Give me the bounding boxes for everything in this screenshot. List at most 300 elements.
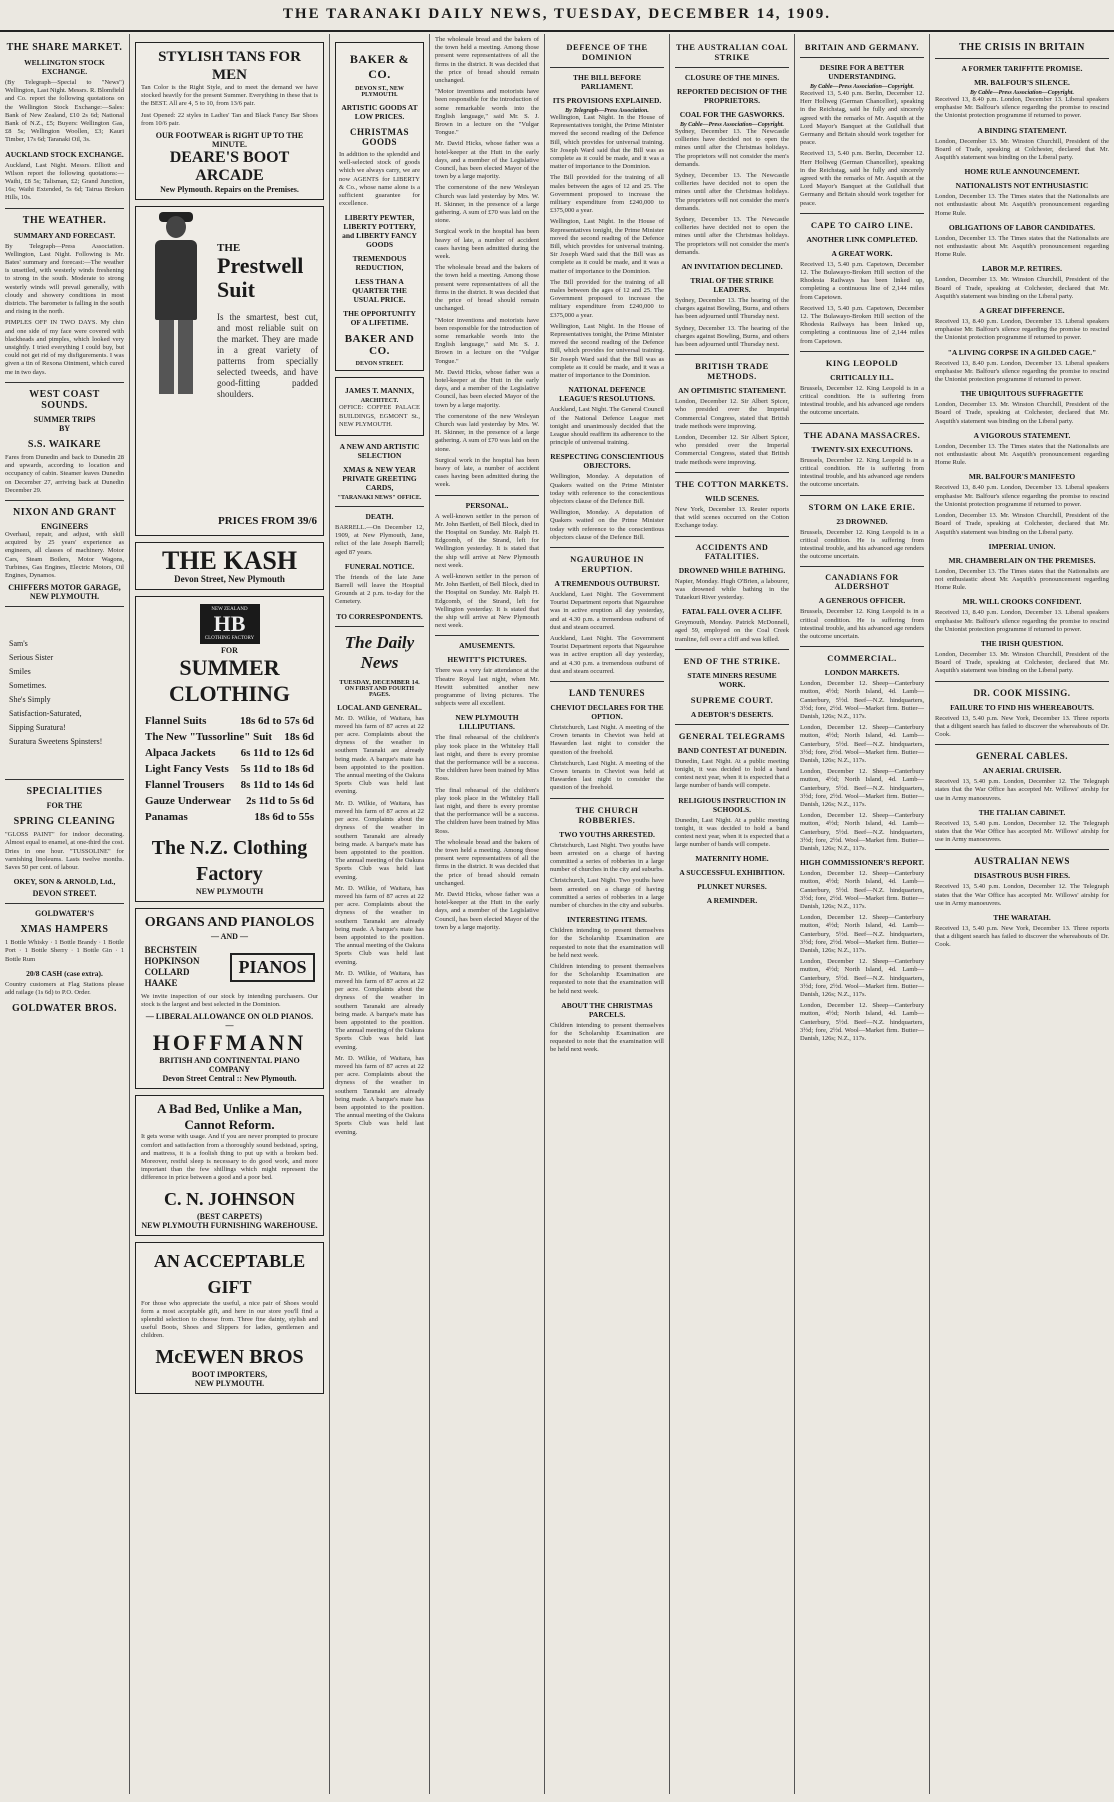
column-8 bbox=[930, 34, 1114, 1794]
hoffmann-heading: HOFFMANN bbox=[152, 1030, 307, 1056]
band-text: Dunedin, Last Night. At a public meeting tonight, it was decided to hold a band contest next year, when it is expected that a large number of bands will compete. bbox=[675, 757, 789, 790]
local-text: Mr. D. Wilkie, of Waitara, has moved his farm of 87 acres at 22 per acre. Complaints about the dryness of the weather in southern Taranaki are already being made. A barque's mate has been appointed to the position. The annual meeting of the Oakura Sports Club was held last evening. bbox=[335, 884, 424, 966]
okey-heading: OKEY, SON & ARNOLD, Ltd., bbox=[13, 877, 116, 887]
drowned-heading: DROWNED WHILE BATHING. bbox=[678, 565, 786, 575]
nz-factory-heading: The N.Z. Clothing Factory bbox=[151, 837, 308, 886]
ngauruhoe-heading: NGAURUHOE IN ERUPTION. bbox=[570, 553, 644, 574]
debtor-heading: A DEBTOR'S DESERTS. bbox=[690, 709, 774, 719]
trial-heading: TRIAL OF THE STRIKE LEADERS. bbox=[690, 276, 774, 295]
sam-line: Serious Sister bbox=[9, 653, 54, 663]
britain-sub: DESIRE FOR A BETTER UNDERSTANDING. bbox=[819, 63, 905, 81]
crisis-text: Received 13, 8.40 p.m. London, December 13. Liberal speakers emphasise Mr. Balfour's silence regarding the promise to rescind the Unionist protection programme if returned to power. bbox=[935, 318, 1109, 342]
johnson-heading: C. N. JOHNSON bbox=[163, 1188, 295, 1209]
suffragette-heading: THE UBIQUITOUS SUFFRAGETTE bbox=[960, 389, 1084, 399]
supreme-heading: SUPREME COURT. bbox=[690, 694, 774, 705]
sam-line: Satisfaction-Saturated, bbox=[9, 709, 82, 719]
hewitt-text: There was a very fair attendance at the Theatre Royal last night, when Mr. Hewitt submitted another new programme of living pictures. The subjects were all excellent. bbox=[435, 667, 539, 708]
weather-heading: THE WEATHER. bbox=[22, 214, 107, 226]
spring-text: "GLOSS PAINT" for indoor decorating. Almost equal to enamel, at one-third the cost. Dries in one hour. "TUSSOLINE" for varnishing linoleums. Lasts twelve months. Saves 50 per cent. of labour. bbox=[5, 831, 124, 871]
band-heading: BAND CONTEST AT DUNEDIN. bbox=[677, 745, 787, 755]
byline: By Cable—Press Association—Copyright. bbox=[810, 84, 914, 90]
death-text: BARRELL.—On December 12, 1909, at New Plymouth, Jane, relict of the late Joseph Barrell; aged 87 years. bbox=[335, 524, 424, 556]
british-text: London, December 12. Sir Albert Spicer, who presided over the Imperial Commercial Congress, stated that British trade methods were improving. bbox=[675, 434, 789, 466]
living-corpse-heading: "A LIVING CORPSE IN A GILDED CAGE." bbox=[947, 347, 1097, 357]
hb-clothing-ad bbox=[135, 596, 324, 902]
church-sub: TWO YOUTHS ARRESTED. bbox=[559, 829, 655, 839]
critically-heading: CRITICALLY ILL. bbox=[830, 372, 894, 382]
sam-line: Sometimes. bbox=[9, 681, 47, 691]
article-text: "Motor inventions and motorists have been responsible for the introduction of some remarkable words into the English language," said Mr. S. J. Brown in a lecture on the "Vulgar Tongue." bbox=[435, 316, 539, 365]
general-cables-heading: GENERAL CABLES. bbox=[975, 751, 1069, 762]
opportunity-heading: THE OPPORTUNITY OF A LIFETIME. bbox=[343, 309, 416, 328]
aerial-text: Received 13, 5.40 p.m. London, December 12. The Telegraph states that the War Office has accepted Mr. Willows' airship for use in Army manoeuvres. bbox=[935, 883, 1109, 907]
aerial-heading: AN AERIAL CRUISER. bbox=[982, 766, 1062, 776]
artistic-heading: ARTISTIC GOODS AT LOW PRICES. bbox=[341, 103, 418, 121]
amusements-heading: AMUSEMENTS. bbox=[459, 641, 515, 651]
binding-text: London, December 13. Mr. Winston Churchill, President of the Board of Trade, speaking at Colchester, declared that Mr. Asquith's statement was binding on the Liberal party. bbox=[935, 276, 1109, 300]
gift-ad bbox=[135, 1242, 324, 1394]
bed-text: It gets worse with usage. And if you are never prompted to procure comfort and satisfaction from a thoroughly sound bedstead, spring, and mattress, it is a foolish thing to put up with a broken bed. Moreover, restful sleep is necessary to do good work, and more important than the few shillings which might represent the difference in price between a good and a poor bed. bbox=[141, 1133, 318, 1182]
piano-brands: BECHSTEIN HOPKINSON COLLARD HAAKE bbox=[144, 945, 200, 989]
vigorous-heading: A VIGOROUS STATEMENT. bbox=[973, 430, 1071, 440]
cape-heading: CAPE TO CAIRO LINE. bbox=[810, 219, 914, 230]
sam-line: She's Simply bbox=[9, 695, 51, 705]
price-row: Flannel Suits 18s 6d to 57s 6d bbox=[145, 715, 314, 728]
sam-line: Smiles bbox=[9, 667, 31, 677]
binding-heading: A BINDING STATEMENT. bbox=[977, 125, 1067, 135]
daily-news-date: TUESDAY, DECEMBER 14. bbox=[339, 678, 420, 686]
church-heading: THE CHURCH ROBBERIES. bbox=[575, 804, 639, 825]
cards-text: XMAS & NEW YEAR PRIVATE GREETING CARDS, bbox=[342, 465, 417, 493]
daily-news-title: The Daily News bbox=[344, 632, 415, 672]
by-label: BY bbox=[58, 423, 71, 433]
state-mines-heading: STATE MINERS RESUME WORK. bbox=[687, 670, 777, 689]
irish-heading: THE IRISH QUESTION. bbox=[980, 638, 1064, 648]
local-text: Mr. D. Wilkie, of Waitara, has moved his farm of 87 acres at 22 per acre. Complaints about the dryness of the weather in southern Taranaki are already being made. A barque's mate has been appointed to the position. The annual meeting of the Oakura Sports Club was held last evening. bbox=[335, 969, 424, 1051]
west-coast-heading: WEST COAST SOUNDS. bbox=[29, 388, 100, 411]
fatal-text: Greymouth, Monday. Patrick McDonnell, aged 59, employed on the Coal Creek tramline, fell over a cliff and was killed. bbox=[675, 619, 789, 643]
article-text: "Motor inventions and motorists have been responsible for the introduction of some remarkable words into the English language," said Mr. S. J. Brown in a lecture on the "Vulgar Tongue." bbox=[435, 88, 539, 137]
bush-fires-heading: DISASTROUS BUSH FIRES. bbox=[973, 871, 1071, 881]
cotton-heading: THE COTTON MARKETS. bbox=[675, 478, 789, 489]
xmas-goods-heading: CHRISTMAS GOODS bbox=[349, 127, 409, 147]
reminder-heading: A REMINDER. bbox=[706, 896, 758, 906]
tans-title: STYLISH TANS FOR MEN bbox=[158, 49, 301, 83]
markets-text: London, December 12. Sheep—Canterbury mutton, 4½d; North Island, 4d. Lamb—Canterbury, 5½d. Beef—N.Z. hindquarters, 3½d; fore, 2½d. Wool—Market firm. Butter—Danish, 126s; N.Z., 117s. bbox=[800, 812, 924, 852]
executions-heading: TWENTY-SIX EXECUTIONS. bbox=[811, 444, 913, 454]
home-text: London, December 13. The Times states that the Nationalists are not enthusiastic about Mr. Asquith's pronouncement regarding Home Rule. bbox=[935, 567, 1109, 592]
pianos-heading: PIANOS bbox=[230, 953, 314, 982]
funeral-heading: FUNERAL NOTICE. bbox=[344, 561, 415, 571]
cook-sub: FAILURE TO FIND HIS WHEREABOUTS. bbox=[950, 702, 1094, 712]
architect-label: ARCHITECT. bbox=[360, 398, 399, 405]
cape-text: Received 13, 5.40 p.m. Capetown, December 12. The Bulawayo-Broken Hill section of the Rhodesia Railways has been linked up, completing a continuous line of 2,144 miles from Capetown. bbox=[800, 304, 924, 345]
home-text: London, December 13. The Times states that the Nationalists are not enthusiastic about Mr. Asquith's pronouncement regarding Home Rule. bbox=[935, 193, 1109, 217]
column-6 bbox=[670, 34, 795, 1794]
church-text: Christchurch, Last Night. Two youths have been arrested on a charge of having committed a series of robberies in a large number of churches in the city and suburbs. bbox=[550, 841, 664, 874]
home-text: London, December 13. The Times states that the Nationalists are not enthusiastic about Mr. Asquith's pronouncement regarding Home Rule. bbox=[935, 234, 1109, 259]
personal-text: A well-known settler in the person of Mr. John Bartlett, of Bell Block, died in the Hospital on Sunday. Mr. Ralph H. Edgcomb, of the Strand, left for Wellington yesterday. It is stated that the ship will arrive at New Plymouth next week. bbox=[435, 572, 539, 630]
adana-heading: THE ADANA MASSACRES. bbox=[803, 429, 921, 440]
mannix-heading: JAMES T. MANNIX, bbox=[345, 386, 414, 396]
price-list bbox=[141, 713, 318, 825]
king-text: Brussels, December 12. King Leopold is in a critical condition. He is suffering from intestinal trouble, and his advanced age renders the outcome uncertain. bbox=[800, 608, 924, 640]
nixon-text: Overhaul, repair, and adjust, with skill acquired by 25 years' experience as engineers, all classes of machinery. Motor Cars, Steam Boilers, Motor Wagons, Turbines, Gas Engines, Electric Motors, Oil Engines, Dynamos. bbox=[5, 530, 124, 579]
article-text: The cornerstone of the new Wesleyan Church was laid yesterday by Mrs. W. H. Skinner, in the presence of a large gathering. A sum of £70 was laid on the stone. bbox=[435, 184, 539, 225]
coal-text: Sydney, December 13. The Newcastle collieries have decided not to open the mines until after the Christmas holidays. The proprietors will not consider the men's demands. bbox=[675, 128, 789, 168]
hoffmann-address: Devon Street Central :: New Plymouth. bbox=[162, 1074, 297, 1084]
markets-text: London, December 12. Sheep—Canterbury mutton, 4½d; North Island, 4d. Lamb—Canterbury, 5½d. Beef—N.Z. hindquarters, 3½d; fore, 2½d. Wool—Market firm. Butter—Danish, 126s; N.Z., 117s. bbox=[800, 724, 924, 764]
cook-heading: DR. COOK MISSING. bbox=[973, 687, 1071, 698]
johnson-address: NEW PLYMOUTH FURNISHING WAREHOUSE. bbox=[141, 1220, 318, 1230]
imperial-heading: IMPERIAL UNION. bbox=[988, 541, 1056, 551]
summer-trips-label: SUMMER TRIPS bbox=[33, 414, 96, 424]
crisis-sub2: MR. BALFOUR'S SILENCE. bbox=[974, 78, 1070, 87]
home-text: London, December 13. The Times states that the Nationalists are not enthusiastic about Mr. Asquith's pronouncement regarding Home Rule. bbox=[935, 442, 1109, 467]
mcewen-heading: McEWEN BROS bbox=[155, 1345, 304, 1368]
trial-text: Sydney, December 13. The hearing of the charges against Bowling, Burns, and others has been adjourned until Thursday next. bbox=[675, 324, 789, 349]
lilliputians-heading: NEW PLYMOUTH LILLIPUTIANS. bbox=[455, 713, 519, 732]
baker-ad bbox=[335, 42, 424, 371]
share-market-text: (By Telegraph—Special to "News") Wellington, Last Night. Messrs. R. Blomfield and Co. report the following quotations on the Wellington Stock Exchange:—Sales: Bank of New Zealand, £10 2s 6d; National Bank of N.Z., £5; Buyers: Wellington Gas, £8 5s; Wellington Woollen, £3; Kauri Timber, 17s 6d; Taranaki Oil, 3s. bbox=[5, 79, 124, 144]
weather-text: By Telegraph—Press Association. Wellington, Last Night. Following is Mr. Bates' summary and forecast:—The weather is unsettled, with westerly winds freshening to strong in the south. Moderate to strong westerly winds will prevail generally, with cloudy and showery conditions in most districts. The barometer is falling in the south and rising in the north. bbox=[5, 242, 124, 316]
article-text: The wholesale bread and the bakers of the town held a meeting. Among those present were representatives of all the firms in the district. It was decided that the price of bread should remain unchanged. bbox=[435, 838, 539, 887]
deare-heading: DEARE'S BOOT ARCADE bbox=[169, 149, 290, 185]
canadians-heading: CANADIANS FOR ALDERSHOT bbox=[825, 573, 899, 592]
exhibition-heading: A SUCCESSFUL EXHIBITION. bbox=[679, 868, 785, 878]
parcels-heading: ABOUT THE CHRISTMAS PARCELS. bbox=[561, 1000, 653, 1019]
auckland-exchange-text: Auckland, Last Night. Messrs. Elliott and Wilson report the following quotations:— Waihi, £8 5s; Talisman, £2; Grand Junction, 16s; Waihi Extended, 5s 6d; Tairua Broken Hills, 10s. bbox=[5, 161, 124, 202]
tans-text: Tan Color is the Right Style, and to meet the demand we have stocked heavily for the present Summer. Everything in these that is the BEST. All are 4, 5 to 10, from 13/6 pair. bbox=[141, 84, 318, 108]
mannix-text: OFFICE: COFFEE PALACE BUILDINGS, EGMONT St., NEW PLYMOUTH. bbox=[339, 404, 420, 428]
obligations-heading: OBLIGATIONS OF LABOR CANDIDATES. bbox=[948, 222, 1096, 232]
hb-logo-top: NEW ZEALAND bbox=[211, 607, 248, 613]
correspondents-heading: TO CORRESPONDENTS. bbox=[336, 611, 423, 621]
australian-news-heading: AUSTRALIAN NEWS bbox=[974, 856, 1070, 867]
invitation-heading: AN INVITATION DECLINED. bbox=[681, 262, 783, 272]
britain-text: Received 13, 5.40 p.m. Berlin, December 12. Herr Hollweg (German Chancellor), speaking in the Reichstag, said he fully and sincerely agreed with the remarks of Mr. Asquith at the Lord Mayor's Banquet at the Guildhall that Germany and Britain should work together for peace. bbox=[800, 90, 924, 147]
crisis-text: Received 13, 8.40 p.m. London, December 13. Liberal speakers emphasise Mr. Balfour's silence regarding the promise to rescind the Unionist protection programme if returned to power. bbox=[935, 484, 1109, 508]
xmas-hampers-heading: XMAS HAMPERS bbox=[20, 924, 109, 936]
personal-heading: PERSONAL. bbox=[465, 500, 509, 510]
sam-line: Suratura Sweetens Spinsters! bbox=[9, 737, 103, 747]
hb-logo bbox=[200, 604, 260, 644]
british-text: London, December 12. Sir Albert Spicer, who presided over the Imperial Commercial Congress, stated that British trade methods were improving. bbox=[675, 398, 789, 430]
markets-text: London, December 12. Sheep—Canterbury mutton, 4½d; North Island, 4d. Lamb—Canterbury, 5½d. Beef—N.Z. hindquarters, 3½d; fore, 2½d. Wool—Market firm. Butter—Danish, 126s; N.Z., 117s. bbox=[800, 1002, 924, 1043]
commercial-heading: COMMERCIAL. bbox=[827, 653, 897, 664]
cook-text: Received 13, 5.40 p.m. New York, December 13. Three reports that a diligent search has failed to discover the whereabouts of Dr. Cook. bbox=[935, 714, 1109, 738]
maternity-heading: MATERNITY HOME. bbox=[695, 854, 769, 864]
johnson-sub: (BEST CARPETS) bbox=[197, 1211, 262, 1221]
interesting-heading: INTERESTING ITEMS. bbox=[566, 915, 648, 925]
coal-sub3: COAL FOR THE GASWORKS. bbox=[679, 110, 785, 119]
markets-text: London, December 12. Sheep—Canterbury mutton, 4½d; North Island, 4d. Lamb—Canterbury, 5½d. Beef—N.Z. hindquarters, 3½d; fore, 2½d. Wool—Market firm. Butter—Danish, 126s; N.Z., 117s. bbox=[800, 768, 924, 808]
coal-text: Sydney, December 13. The Newcastle collieries have decided not to open the mines until after the Christmas holidays. The proprietors will not consider the men's demands. bbox=[675, 216, 789, 256]
bed-heading: A Bad Bed, Unlike a Man, Cannot Reform. bbox=[157, 1101, 302, 1133]
cape-text: Received 13, 5.40 p.m. Capetown, December 12. The Bulawayo-Broken Hill section of the Rhodesia Railways has been linked up, completing a continuous line of 2,144 miles from Capetown. bbox=[800, 260, 924, 301]
labor-mp-heading: LABOR M.P. RETIRES. bbox=[982, 264, 1062, 274]
markets-text: London, December 12. Sheep—Canterbury mutton, 4½d; North Island, 4d. Lamb—Canterbury, 5½d. Beef—N.Z. hindquarters, 3½d; fore, 2½d. Wool—Market firm. Butter—Danish, 126s; N.Z., 117s. bbox=[800, 680, 924, 720]
sam-line: Sipping Suratura! bbox=[9, 723, 66, 733]
ngauruhoe-text: Auckland, Last Night. The Government Tourist Department reports that Ngauruhoe was in active eruption all day yesterday, and at 4.30 p.m. a tremendous outburst of dust and steam occurred. bbox=[550, 590, 664, 631]
column-5 bbox=[545, 34, 670, 1794]
price-row: Panamas 18s 6d to 55s bbox=[145, 811, 314, 824]
great-difference-heading: A GREAT DIFFERENCE. bbox=[979, 306, 1065, 316]
italian-heading: THE ITALIAN CABINET. bbox=[978, 807, 1066, 817]
goldwater-label: GOLDWATER'S bbox=[35, 909, 94, 919]
binding-text: London, December 13. Mr. Winston Churchill, President of the Board of Trade, speaking at Colchester, declared that Mr. Asquith's statement was binding on the Liberal party. bbox=[935, 512, 1109, 536]
sam-line: Sam's bbox=[9, 639, 28, 649]
kash-heading: THE KASH bbox=[161, 546, 298, 576]
summer-clothing-heading: SUMMER CLOTHING bbox=[168, 655, 291, 707]
reduction-heading: TREMENDOUS REDUCTION, bbox=[352, 254, 407, 273]
pages-label: ON FIRST AND FOURTH PAGES. bbox=[344, 685, 415, 698]
prestwell-title: Prestwell bbox=[217, 253, 304, 279]
crisis-text: Received 13, 8.40 p.m. London, December 13. Liberal speakers emphasise Mr. Balfour's silence regarding the promise to rescind the Unionist protection programme if returned to power. bbox=[935, 359, 1109, 384]
binding-text: London, December 13. Mr. Winston Churchill, President of the Board of Trade, speaking at Colchester, declared that Mr. Asquith's statement was binding on the Liberal party. bbox=[935, 401, 1109, 425]
land-heading: LAND TENURES bbox=[568, 687, 646, 698]
defence-text: Wellington, Last Night. In the House of Representatives tonight, the Prime Minister moved the second reading of the Defence Bill, which provides for universal training. Sir Joseph Ward said that the Bill was as complete as it could be made, and it was a matter of importance to the Dominion. bbox=[550, 114, 664, 171]
garage-label: CHIFFERS MOTOR GARAGE, NEW PLYMOUTH. bbox=[8, 583, 121, 602]
tans-ad bbox=[135, 42, 324, 200]
column-4 bbox=[430, 34, 545, 1794]
personal-text: A well-known settler in the person of Mr. John Bartlett, of Bell Block, died in the Hospital on Sunday. Mr. Ralph H. Edgcomb, of the Strand, left for Wellington yesterday. It is stated that the ship will arrive at New Plymouth next week. bbox=[435, 512, 539, 569]
land-text: Christchurch, Last Night. A meeting of the Crown tenants in Cheviot was held at Hawarden last night to consider the question of the freehold. bbox=[550, 759, 664, 792]
religious-heading: RELIGIOUS INSTRUCTION IN SCHOOLS. bbox=[678, 795, 786, 814]
nixon-grant-heading: NIXON AND GRANT bbox=[12, 506, 117, 518]
hoffmann-sub: BRITISH AND CONTINENTAL PIANO COMPANY bbox=[159, 1056, 300, 1075]
defence-sub2: ITS PROVISIONS EXPLAINED. bbox=[552, 96, 662, 105]
trips-text: Fares from Dunedin and back to Dunedin 28 and upwards, according to location and occupancy of cabin. Steamer leaves Dunedin on December 27, arriving back at Dunedin December 29. bbox=[5, 453, 124, 494]
mcewen-sub: BOOT IMPORTERS, bbox=[191, 1369, 268, 1379]
okey-address: DEVON STREET. bbox=[32, 889, 97, 899]
conscientious-heading: RESPECTING CONSCIENTIOUS OBJECTORS. bbox=[550, 452, 664, 471]
article-text: Surgical work in the hospital has been heavy of late, a number of accident cases having been admitted during the week. bbox=[435, 456, 539, 489]
funeral-text: The friends of the late Jane Barrell will leave the Hospital Grounds at 2 p.m. to-day for the Cemetery. bbox=[335, 573, 424, 606]
price-row: Gauze Underwear 2s 11d to 5s 6d bbox=[145, 795, 314, 808]
cape-sub2: A GREAT WORK. bbox=[831, 248, 893, 258]
gift-text: For those who appreciate the useful, a nice pair of Shoes would form a most acceptable gift, and here in our store you'll find a splendid selection to choose from. Three fine dainty, stylish and useful Boots, Shoes and Slippers for ladies, gentlemen and children. bbox=[141, 1299, 318, 1340]
for-the-label: FOR THE bbox=[46, 801, 83, 811]
lilli-text: The final rehearsal of the children's play took place in the Whiteley Hall last night, and there is every promise that the performance will be a success. The children have been trained by Miss Ross. bbox=[435, 786, 539, 835]
hewitt-heading: HEWITT'S PICTURES. bbox=[447, 655, 527, 665]
prestwell-the: THE bbox=[217, 242, 241, 255]
engineers-label: ENGINEERS bbox=[40, 521, 89, 531]
price-row: Flannel Trousers 8s 11d to 14s 6d bbox=[145, 779, 314, 792]
end-strike-heading: END OF THE STRIKE. bbox=[683, 655, 781, 666]
crisis-heading: THE CRISIS IN BRITAIN bbox=[959, 42, 1085, 53]
binding-text: London, December 13. Mr. Winston Churchill, President of the Board of Trade, speaking at Colchester, declared that Mr. Asquith's statement was binding on the Liberal party. bbox=[935, 137, 1109, 162]
coal-strike-heading: THE AUSTRALIAN COAL STRIKE bbox=[676, 42, 788, 62]
baker-heading: BAKER & CO. bbox=[349, 52, 410, 81]
byline: By Telegraph—Press Association. bbox=[565, 108, 649, 114]
accidents-heading: ACCIDENTS AND FATALITIES. bbox=[695, 542, 769, 561]
auckland-exchange-heading: AUCKLAND STOCK EXCHANGE. bbox=[5, 149, 124, 159]
office-label: "TARANAKI NEWS" OFFICE. bbox=[337, 495, 422, 502]
storm-heading: STORM ON LAKE ERIE. bbox=[808, 501, 916, 512]
land-sub: CHEVIOT DECLARES FOR THE OPTION. bbox=[550, 702, 664, 721]
defence-text: The Bill provided for the training of all males between the ages of 12 and 25. The Government proposed to increase the military expenditure from £240,000 to £375,000 a year. bbox=[550, 174, 664, 215]
church-text: Christchurch, Last Night. Two youths have been arrested on a charge of having committed a series of robberies in a large number of churches in the city and suburbs. bbox=[550, 877, 664, 910]
man-illustration bbox=[141, 216, 211, 396]
liberal-allowance: — LIBERAL ALLOWANCE ON OLD PIANOS. — bbox=[145, 1012, 314, 1031]
king-text: Brussels, December 12. King Leopold is in a critical condition. He is suffering from intestinal trouble, and his advanced age renders the outcome uncertain. bbox=[800, 384, 924, 417]
band-text: Dunedin, Last Night. At a public meeting tonight, it was decided to hold a band contest next year, when it is expected that a large number of bands will compete. bbox=[675, 816, 789, 849]
price-row: Light Fancy Vests 5s 11d to 18s 6d bbox=[145, 763, 314, 776]
and-label: — AND — bbox=[211, 932, 248, 942]
defence-text: Wellington, Last Night. In the House of Representatives tonight, the Prime Minister moved the second reading of the Defence Bill, which provides for universal training. Sir Joseph Ward said that the Bill was as complete as it could be made, and it was a matter of importance to the Dominion. bbox=[550, 322, 664, 380]
britain-text: Received 13, 5.40 p.m. Berlin, December 12. Herr Hollweg (German Chancellor), speaking in the Reichstag, said he fully and sincerely agreed with the remarks of Mr. Asquith at the Lord Mayor's Banquet at the Guildhall that Germany and Britain should work together for peace. bbox=[800, 150, 924, 207]
crooks-heading: MR. WILL CROOKS CONFIDENT. bbox=[962, 597, 1082, 607]
nationalists-heading: NATIONALISTS NOT ENTHUSIASTIC bbox=[955, 181, 1089, 191]
liberty-heading: LIBERTY PEWTER, LIBERTY POTTERY, and LIBERTY FANCY GOODS bbox=[342, 213, 417, 250]
gift-heading: AN ACCEPTABLE GIFT bbox=[153, 1250, 306, 1297]
chamberlain-heading: MR. CHAMBERLAIN ON THE PREMISES. bbox=[948, 555, 1096, 565]
defence-text: The Bill provided for the training of all males between the ages of 12 and 25. The Government proposed to increase the military expenditure from £240,000 to £375,000 a year. bbox=[550, 278, 664, 319]
quarter-heading: LESS THAN A QUARTER THE USUAL PRICE. bbox=[352, 277, 407, 305]
markets-text: London, December 12. Sheep—Canterbury mutton, 4½d; North Island, 4d. Lamb—Canterbury, 5½d. Beef—N.Z. hindquarters, 3½d; fore, 2½d. Wool—Market firm. Butter—Danish, 126s; N.Z., 117s. bbox=[800, 870, 924, 910]
right-up-text: OUR FOOTWEAR is RIGHT UP TO THE MINUTE. bbox=[155, 131, 304, 150]
local-text: Mr. D. Wilkie, of Waitara, has moved his farm of 87 acres at 22 per acre. Complaints about the dryness of the weather in southern Taranaki are already being made. A barque's mate has been appointed to the position. The annual meeting of the Oakura Sports Club was held last evening. bbox=[335, 714, 424, 796]
prestwell-text: Is the smartest, best cut, and most reliable suit on the market. They are made in a great variety of patterns from specially selected tweeds, and have good-fitting padded shoulders. bbox=[217, 312, 318, 400]
death-heading: DEATH. bbox=[365, 512, 394, 522]
wild-scenes-heading: WILD SCENES. bbox=[705, 493, 759, 503]
britain-germany-heading: BRITAIN AND GERMANY. bbox=[804, 42, 920, 52]
article-text: The wholesale bread and the bakers of the town held a meeting. Among those present were representatives of all the firms in the district. It was decided that the price of bread should remain unchanged. bbox=[435, 264, 539, 313]
organs-heading: ORGANS AND PIANOLOS bbox=[144, 915, 315, 931]
fatal-heading: FATAL FALL OVER A CLIFF. bbox=[682, 607, 782, 617]
local-text: Mr. D. Wilkie, of Waitara, has moved his farm of 87 acres at 22 per acre. Complaints about the dryness of the weather in southern Taranaki are already being made. A barque's mate has been appointed to the position. The annual meeting of the Oakura Sports Club was held last evening. bbox=[335, 799, 424, 881]
land-text: Christchurch, Last Night. A meeting of the Crown tenants in Cheviot was held at Hawarden last night to consider the question of the freehold. bbox=[550, 723, 664, 756]
king-text: Brussels, December 12. King Leopold is in a critical condition. He is suffering from intestinal trouble, and his advanced age renders the outcome uncertain. bbox=[800, 528, 924, 561]
cotton-text: New York, December 13. Reuter reports that wild scenes occurred on the Cotton Exchange today. bbox=[675, 505, 789, 530]
cape-sub: ANOTHER LINK COMPLETED. bbox=[806, 234, 918, 244]
drowned-text: Napier, Monday. Hugh O'Brien, a labourer, was drowned while bathing in the Tutaekuri River yesterday. bbox=[675, 577, 789, 601]
hb-logo-bottom: CLOTHING FACTORY bbox=[204, 636, 255, 642]
general-telegrams-heading: GENERAL TELEGRAMS bbox=[678, 730, 786, 741]
king-heading: KING LEOPOLD bbox=[825, 357, 899, 368]
crisis-text: Received 13, 8.40 p.m. London, December 13. Liberal speakers emphasise Mr. Balfour's silence regarding the promise to rescind the Unionist protection programme if returned to power. bbox=[935, 96, 1109, 120]
byline: By Cable—Press Association—Copyright. bbox=[970, 90, 1074, 96]
hamper-items: 1 Bottle Whisky · 1 Bottle Brandy · 1 Bottle Port · 1 Bottle Sherry · 1 Bottle Gin · 1 Bottle Rum bbox=[5, 939, 124, 963]
high-comm-heading: HIGH COMMISSIONER'S REPORT. bbox=[800, 858, 924, 868]
column-3 bbox=[330, 34, 430, 1794]
cards-heading: A NEW AND ARTISTIC SELECTION bbox=[339, 442, 420, 461]
plunket-heading: PLUNKET NURSES. bbox=[697, 882, 767, 892]
kash-ad bbox=[135, 542, 324, 590]
country-text: Country customers at Flag Stations please add railage (1s 6d) to P.O. Order. bbox=[5, 980, 124, 996]
binding-text: London, December 13. Mr. Winston Churchill, President of the Board of Trade, speaking at Colchester, declared that Mr. Asquith's statement was binding on the Liberal party. bbox=[935, 650, 1109, 675]
ship-name: S.S. WAIKARE bbox=[27, 438, 102, 450]
trial-text: Sydney, December 13. The hearing of the charges against Bowling, Burns, and others has been adjourned until Thursday next. bbox=[675, 297, 789, 321]
prestwell-prices: PRICES FROM 39/6 bbox=[218, 515, 317, 528]
bed-ad bbox=[135, 1095, 324, 1235]
specialities-heading: SPECIALITIES bbox=[26, 786, 103, 798]
optimistic-heading: AN OPTIMISTIC STATEMENT. bbox=[678, 386, 786, 396]
mcewen-address: NEW PLYMOUTH. bbox=[194, 1378, 265, 1388]
price-row: The New "Tussorline" Suit 18s 6d bbox=[145, 731, 314, 744]
ngauruhoe-sub: A TREMENDOUS OUTBURST. bbox=[554, 578, 660, 588]
balfour-manifesto-heading: MR. BALFOUR'S MANIFESTO bbox=[968, 472, 1076, 482]
share-market-heading: THE SHARE MARKET. bbox=[6, 42, 123, 53]
baker2-address: DEVON STREET. bbox=[355, 361, 404, 368]
conscientious-text: Wellington, Monday. A deputation of Quakers waited on the Prime Minister today with reference to the conscientious objectors clause of the Defence Bill. bbox=[550, 509, 664, 541]
generous-heading: A GENEROUS OFFICER. bbox=[818, 596, 906, 606]
article-text: The wholesale bread and the bakers of the town held a meeting. Among those present were representatives of all the firms in the district. It was decided that the price of bread should remain unchanged. bbox=[435, 36, 539, 85]
aerial-text: Received 13, 5.40 p.m. London, December 12. The Telegraph states that the War Office has accepted Mr. Willows' airship for use in Army manoeuvres. bbox=[935, 819, 1109, 844]
article-text: Mr. David Hicks, whose father was a hotel-keeper at the Hutt in the early days, and a member of the Legislative Council, has been elected Mayor of the town by a large majority. bbox=[435, 140, 539, 181]
defence-text: Wellington, Last Night. In the House of Representatives tonight, the Prime Minister moved the second reading of the Defence Bill, which provides for universal training. Sir Joseph Ward said that the Bill was as complete as it could be made, and it was a matter of importance to the Dominion. bbox=[550, 218, 664, 275]
markets-text: London, December 12. Sheep—Canterbury mutton, 4½d; North Island, 4d. Lamb—Canterbury, 5½d. Beef—N.Z. hindquarters, 3½d; fore, 2½d. Wool—Market firm. Butter—Danish, 126s; N.Z., 117s. bbox=[800, 958, 924, 999]
ngauruhoe-text: Auckland, Last Night. The Government Tourist Department reports that Ngauruhoe was in active eruption all day yesterday, and at 4.30 p.m. a tremendous outburst of dust and steam occurred. bbox=[550, 634, 664, 675]
just-opened-text: Just Opened: 22 styles in Ladies' Tan and Black Fancy Bar Shoes from 10/6 pair. bbox=[141, 111, 318, 127]
british-trade-heading: BRITISH TRADE METHODS. bbox=[695, 361, 769, 382]
king-text: Brussels, December 12. King Leopold is in a critical condition. He is suffering from intestinal trouble, and his advanced age renders the outcome uncertain. bbox=[800, 456, 924, 489]
organs-ad bbox=[135, 908, 324, 1089]
conscientious-text: Wellington, Monday. A deputation of Quakers waited on the Prime Minister today with reference to the conscientious objectors clause of the Defence Bill. bbox=[550, 473, 664, 505]
article-text: Mr. David Hicks, whose father was a hotel-keeper at the Hutt in the early days, and a member of the Legislative Council, has been elected Mayor of the town by a large majority. bbox=[435, 891, 539, 931]
price-row: Alpaca Jackets 6s 11d to 12s 6d bbox=[145, 747, 314, 760]
baker-text: In addition to the splendid and well-selected stock of goods which we always carry, we are now AGENTS for LIBERTY & Co., whose name alone is a sufficient guarantee for excellence. bbox=[339, 151, 420, 208]
lilli-text: The final rehearsal of the children's play took place in the Whiteley Hall last night, and there is every promise that the performance will be a success. The children have been trained by Miss Ross. bbox=[435, 734, 539, 783]
waratah-heading: THE WARATAH. bbox=[993, 912, 1051, 922]
masthead: THE TARANAKI DAILY NEWS, TUESDAY, DECEMBER 14, 1909. bbox=[0, 6, 1114, 32]
coal-text: Sydney, December 13. The Newcastle collieries have decided not to open the mines until after the Christmas holidays. The proprietors will not consider the men's demands. bbox=[675, 172, 789, 212]
byline: By Cable—Press Association—Copyright. bbox=[680, 122, 784, 128]
baker-address: DEVON ST., NEW PLYMOUTH. bbox=[355, 86, 404, 98]
for-label: FOR bbox=[221, 646, 238, 656]
defence-heading: DEFENCE OF THE DOMINION bbox=[566, 42, 648, 62]
column-1 bbox=[0, 34, 130, 1794]
prestwell-ad bbox=[135, 206, 324, 536]
wellington-exchange-heading: WELLINGTON STOCK EXCHANGE. bbox=[24, 58, 105, 76]
article-text: Mr. David Hicks, whose father was a hotel-keeper at the Hutt in the early days, and a member of the Legislative Council, has been elected Mayor of the town by a large majority. bbox=[435, 368, 539, 409]
markets-text: London, December 12. Sheep—Canterbury mutton, 4½d; North Island, 4d. Lamb—Canterbury, 5½d. Beef—N.Z. hindquarters, 3½d; fore, 2½d. Wool—Market firm. Butter—Danish, 126s; N.Z., 117s. bbox=[800, 914, 924, 955]
defence-sub1: THE BILL BEFORE PARLIAMENT. bbox=[573, 73, 641, 91]
goldwater-bros-heading: GOLDWATER BROS. bbox=[11, 1003, 118, 1015]
london-markets-heading: LONDON MARKETS. bbox=[824, 668, 900, 678]
column-7 bbox=[795, 34, 930, 1794]
cook-text: Received 13, 5.40 p.m. New York, December 13. Three reports that a diligent search has failed to discover the whereabouts of Dr. Cook. bbox=[935, 924, 1109, 949]
organs-text: We invite inspection of our stock by intending purchasers. Our stock is the largest and best selected in the Dominion. bbox=[141, 993, 318, 1009]
spring-cleaning-heading: SPRING CLEANING bbox=[13, 816, 116, 828]
resolutions-heading: NATIONAL DEFENCE LEAGUE'S RESOLUTIONS. bbox=[559, 385, 655, 404]
deare-address: New Plymouth. Repairs on the Premises. bbox=[160, 185, 299, 195]
local-heading: LOCAL AND GENERAL. bbox=[337, 702, 422, 712]
interesting-text: Children intending to present themselves for the Scholarship Examination are requested to note that the examination will be held next week. bbox=[550, 1021, 664, 1054]
weather-subheading: SUMMARY AND FORECAST. bbox=[13, 230, 116, 240]
suratura-ad bbox=[9, 637, 124, 749]
resolutions-text: Auckland, Last Night. The General Council of the National Defence League met tonight and unanimously decided that the League should reaffirm its adherence to the principle of universal training. bbox=[550, 406, 664, 447]
nz-factory-location: NEW PLYMOUTH bbox=[195, 887, 264, 897]
home-rule-heading: HOME RULE ANNOUNCEMENT. bbox=[964, 167, 1080, 177]
baker2-heading: BAKER AND CO. bbox=[344, 333, 415, 358]
kash-address: Devon Street, New Plymouth bbox=[174, 574, 285, 585]
article-text: The cornerstone of the new Wesleyan Church was laid yesterday by Mrs. W. H. Skinner, in the presence of a large gathering. A sum of £70 was laid on the stone. bbox=[435, 412, 539, 453]
crisis-sub1: A FORMER TARIFFITE PROMISE. bbox=[961, 64, 1083, 73]
interesting-text: Children intending to present themselves for the Scholarship Examination are requested to note that the examination will be held next week. bbox=[550, 927, 664, 959]
coal-sub1: CLOSURE OF THE MINES. bbox=[684, 73, 780, 82]
column-2 bbox=[130, 34, 330, 1794]
drowned-count: 23 DROWNED. bbox=[836, 516, 888, 526]
local-text: Mr. D. Wilkie, of Waitara, has moved his farm of 87 acres at 22 per acre. Complaints about the dryness of the weather in southern Taranaki are already being made. A barque's mate has been appointed to the position. The annual meeting of the Oakura Sports Club was held last evening. bbox=[335, 1054, 424, 1136]
interesting-text: Children intending to present themselves for the Scholarship Examination are requested to note that the examination will be held next week. bbox=[550, 963, 664, 995]
coal-sub2: REPORTED DECISION OF THE PROPRIETORS. bbox=[677, 87, 787, 105]
article-text: Surgical work in the hospital has been heavy of late, a number of accident cases having been admitted during the week. bbox=[435, 228, 539, 261]
hamper-price: 20/8 CASH (case extra). bbox=[26, 968, 103, 978]
mannix-ad bbox=[335, 377, 424, 436]
prestwell-suit: Suit bbox=[217, 277, 255, 303]
